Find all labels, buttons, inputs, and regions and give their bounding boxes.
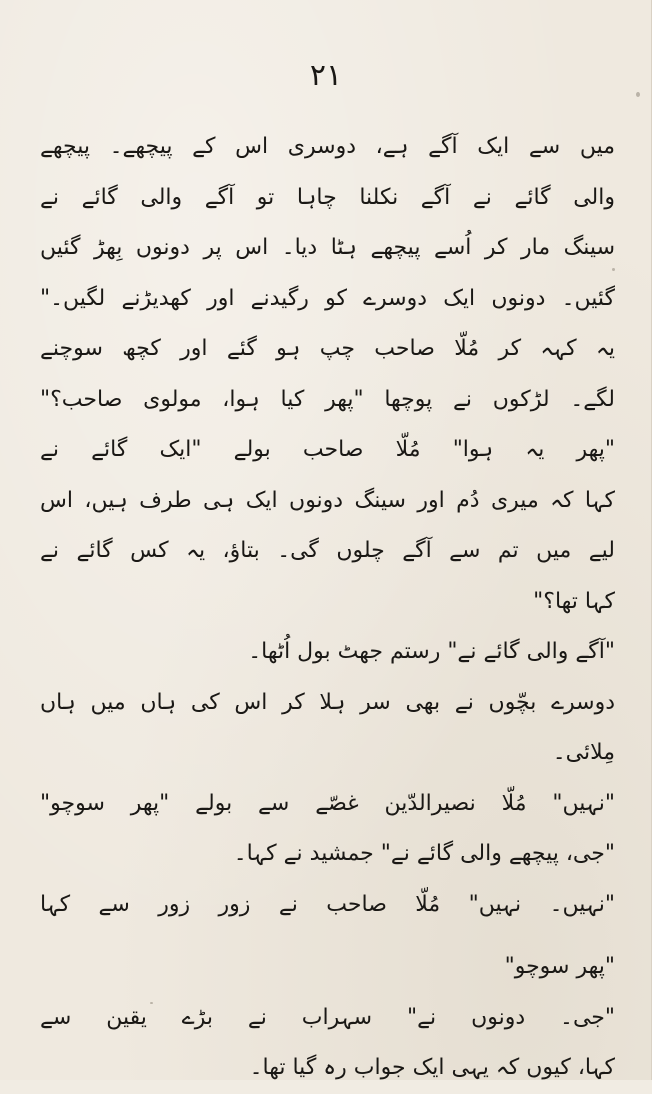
text-line: کہا کہ میری دُم اور سینگ دونوں ایک ہی طرف ہیں، اس	[40, 487, 615, 513]
text-line: "جی۔ دونوں نے" سہراب نے بڑے یقین سے	[40, 1004, 615, 1030]
text-line: گئیں۔ دونوں ایک دوسرے کو رگیدنے اور کھدیڑنے لگیں۔"	[40, 285, 615, 311]
text-line: کہا، کیوں کہ یہی ایک جواب رہ گیا تھا۔	[249, 1055, 615, 1080]
page-number: ۲۱	[309, 58, 343, 93]
paper-speck	[612, 268, 615, 271]
text-line: والی گائے نے آگے نکلنا چاہا تو آگے والی گائے نے	[40, 184, 615, 210]
text-line: لیے میں تم سے آگے چلوں گی۔ بتاؤ، یہ کس گائے نے	[40, 538, 615, 563]
text-line: "پھر سوچو"	[504, 954, 615, 979]
text-line: سینگ مار کر اُسے پیچھے ہٹا دیا۔ اس پر دونوں بِھڑ گئیں	[40, 235, 615, 260]
text-line: دوسرے بچّوں نے بھی سر ہلا کر اس کی ہاں میں ہاں	[40, 689, 615, 715]
text-line: "جی، پیچھے والی گائے نے" جمشید نے کہا۔	[233, 841, 615, 866]
text-line: لگے۔ لڑکوں نے پوچھا "پھر کیا ہوا، مولوی صاحب؟"	[40, 386, 615, 412]
text-line: میں سے ایک آگے ہے، دوسری اس کے پیچھے۔ پیچھے	[40, 134, 615, 159]
paper-speck	[636, 92, 640, 97]
text-line: یہ کہہ کر مُلّا صاحب چپ ہو گئے اور کچھ سوچنے	[40, 336, 615, 361]
text-line: "آگے والی گائے نے" رستم جھٹ بول اُٹھا۔	[248, 639, 615, 664]
page-body-text	[40, 122, 615, 1094]
paper-speck	[150, 1002, 153, 1004]
text-line: مِلائی۔	[552, 740, 615, 765]
text-line: "نہیں" مُلّا نصیرالدّین غصّے سے بولے "پھر سوچو"	[40, 790, 615, 816]
text-line: "نہیں۔ نہیں" مُلّا صاحب نے زور زور سے کہا	[40, 891, 615, 917]
text-line: "پھر یہ ہوا" مُلّا صاحب بولے "ایک گائے نے	[40, 437, 615, 462]
text-line: کہا تھا؟"	[533, 588, 615, 614]
